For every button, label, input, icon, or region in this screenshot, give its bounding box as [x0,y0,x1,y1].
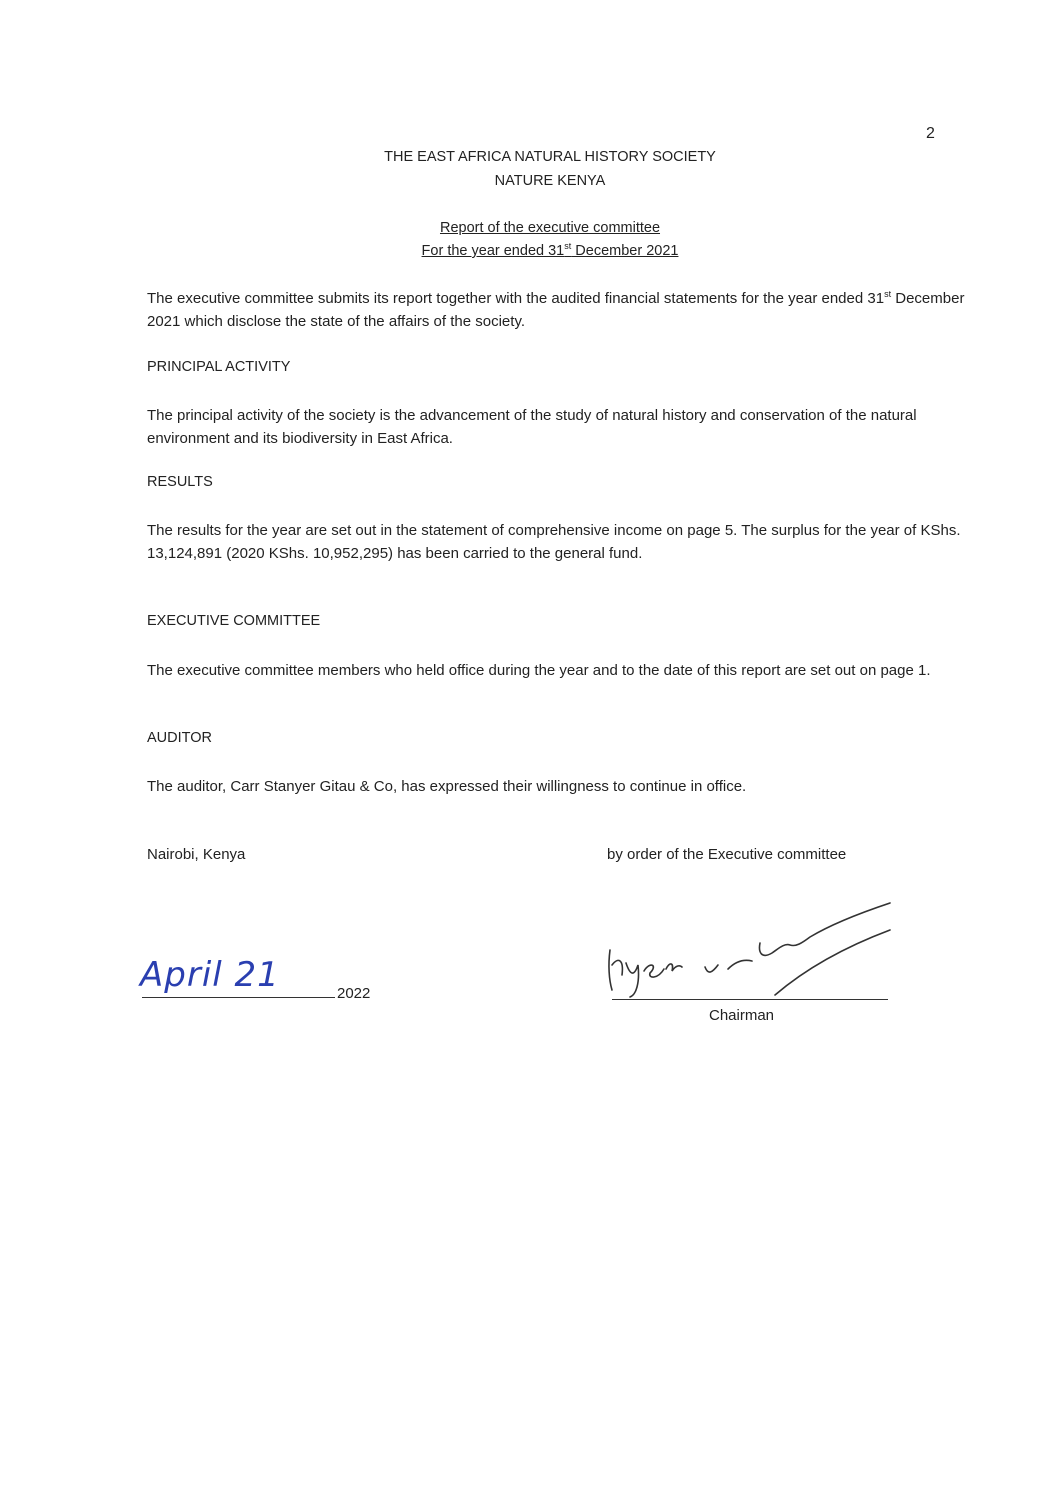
org-alias: NATURE KENYA [494,173,606,189]
by-order-text: by order of the Executive committee [607,846,847,863]
signatory-title: Chairman [709,1007,775,1024]
principal-activity-paragraph: The principal activity of the society is the advancement of the study of natural history and conservation of the natural environment and its biodiversity in East Africa. [147,407,917,447]
heading-principal-activity: PRINCIPAL ACTIVITY [147,359,291,375]
date-line [142,997,335,998]
auditor-paragraph: The auditor, Carr Stanyer Gitau & Co, has expressed their willingness to continue in office. [147,778,747,795]
report-period: For the year ended 31st December 2021 [421,241,679,259]
executive-committee-paragraph: The executive committee members who held office during the year and to the date of this report are set out on page 1. [147,662,931,679]
org-name: THE EAST AFRICA NATURAL HISTORY SOCIETY [384,149,716,165]
location: Nairobi, Kenya [147,846,246,863]
heading-results: RESULTS [147,474,213,490]
date-year: 2022 [337,985,371,1002]
heading-executive-committee: EXECUTIVE COMMITTEE [147,613,321,629]
heading-auditor: AUDITOR [147,730,212,746]
page-number: 2 [926,125,935,142]
intro-paragraph: The executive committee submits its report together with the audited financial statements for the year ended 31st December 2021 which disclose the state of the affairs of the society. [147,289,965,330]
handwritten-date: April 21 [140,955,280,995]
report-title: Report of the executive committee [439,220,661,236]
signature-line [612,999,888,1000]
chairman-signature [600,895,900,1000]
results-paragraph: The results for the year are set out in the statement of comprehensive income on page 5. The surplus for the year of KShs. 13,124,891 (2020 KShs. 10,952,295) has been carried to the general fund. [147,522,961,562]
